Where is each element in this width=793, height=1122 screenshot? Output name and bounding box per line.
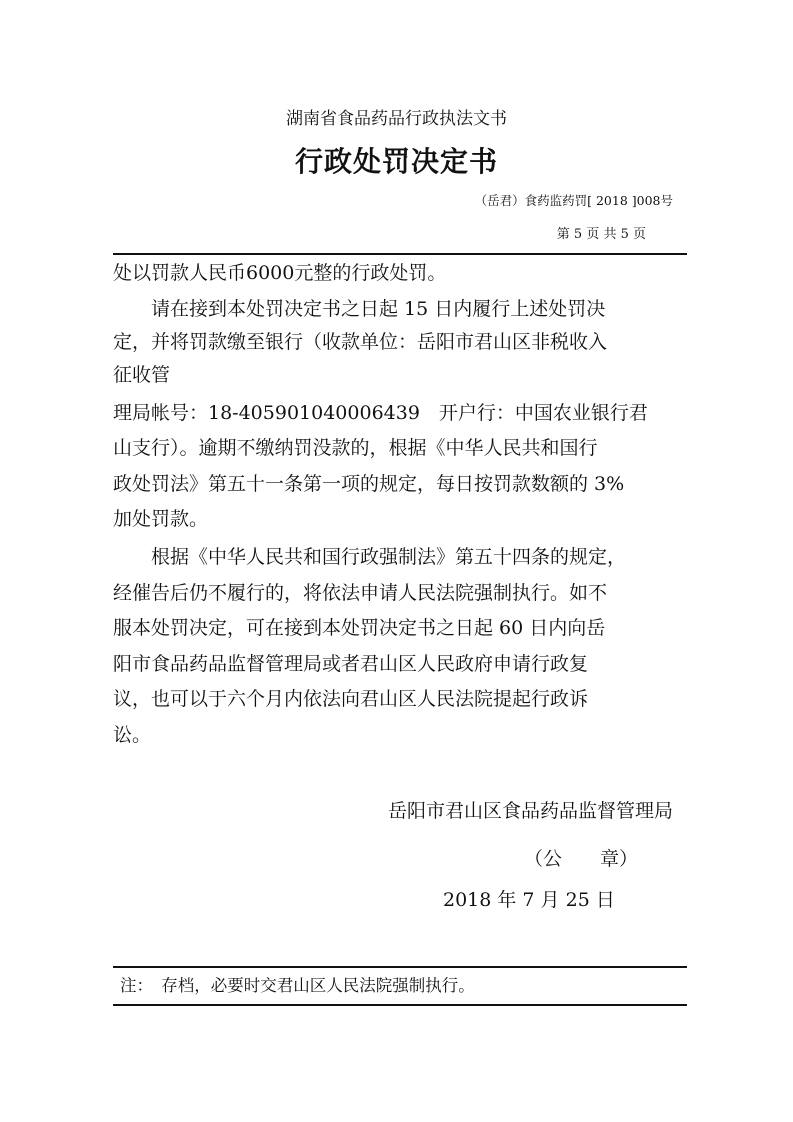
issue-date: 2018 年 7 月 25 日 — [443, 889, 615, 911]
body-line: 定，并将罚款缴至银行（收款单位：岳阳市君山区非税收入 — [113, 331, 608, 353]
body-line: 征收管 — [113, 364, 171, 386]
note-divider-top — [113, 966, 687, 968]
body-line: 政处罚法》第五十一条第一项的规定，每日按罚款数额的 3% — [113, 473, 625, 495]
body-line: 山支行）。逾期不缴纳罚没款的，根据《中华人民共和国行 — [113, 437, 598, 459]
document-title: 行政处罚决定书 — [294, 145, 498, 178]
document-number: （岳君）食药监药罚[ 2018 ]008号 — [474, 193, 673, 208]
body-line: 处以罚款人民币6000元整的行政处罚。 — [113, 262, 447, 284]
header-divider — [113, 253, 687, 255]
body-line: 加处罚款。 — [113, 508, 209, 530]
footer-note: 注： 存档，必要时交君山区人民法院强制执行。 — [120, 976, 475, 995]
issuing-authority: 岳阳市君山区食品药品监督管理局 — [387, 800, 673, 822]
body-line: 根据《中华人民共和国行政强制法》第五十四条的规定， — [113, 546, 627, 568]
page-info: 第 5 页 共 5 页 — [556, 227, 646, 242]
body-line: 阳市食品药品监督管理局或者君山区人民政府申请行政复 — [113, 653, 589, 675]
body-line: 经催告后仍不履行的，将依法申请人民法院强制执行。如不 — [113, 582, 608, 604]
body-line: 服本处罚决定，可在接到本处罚决定书之日起 60 日内向岳 — [113, 617, 606, 639]
note-divider-bottom — [113, 1004, 687, 1006]
official-seal-placeholder: （公 章） — [524, 848, 639, 870]
body-line: 讼。 — [113, 724, 152, 746]
body-line: 理局帐号：18-405901040006439 开户行：中国农业银行君 — [113, 402, 648, 424]
body-line: 请在接到本处罚决定书之日起 15 日内履行上述处罚决 — [113, 298, 606, 320]
agency-heading: 湖南省食品药品行政执法文书 — [286, 109, 507, 129]
body-line: 议，也可以于六个月内依法向君山区人民法院提起行政诉 — [113, 688, 589, 710]
